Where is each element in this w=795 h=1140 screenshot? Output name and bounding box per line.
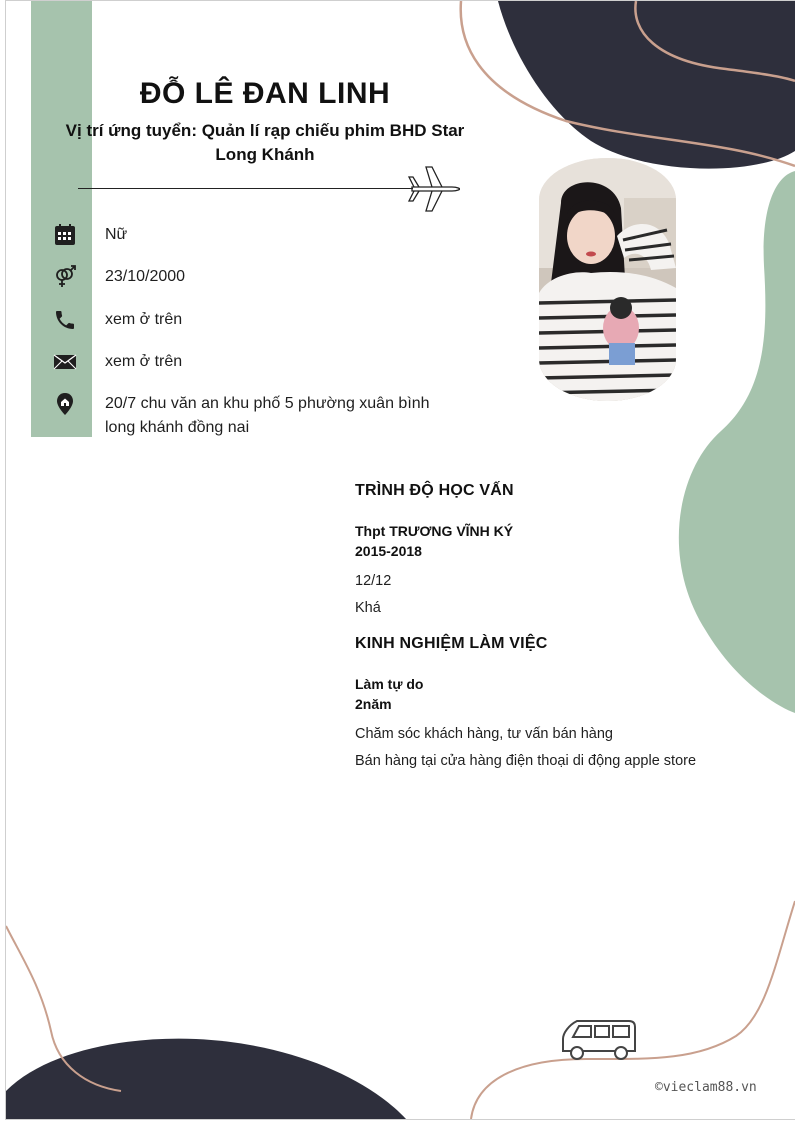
birthday-value: 23/10/2000 [105,268,186,285]
location-icon [53,392,77,416]
address-value: 20/7 chu văn an khu phố 5 phường xuân bình long khánh đồng nai [105,395,430,436]
phone-icon [53,308,77,332]
education-section [355,482,755,616]
cv-page [5,0,795,1120]
education-title: TRÌNH ĐỘ HỌC VẤN [355,482,514,499]
education-school: Thpt TRƯƠNG VĨNH KÝ [355,523,514,539]
profile-photo [539,158,676,401]
email-value: xem ở trên [105,353,183,370]
experience-role: Làm tự do [355,676,424,692]
education-grade: 12/12 [355,573,392,589]
airplane-icon [406,165,460,213]
gender-icon [53,265,77,289]
education-years: 2015-2018 [355,543,422,559]
header-divider [78,188,413,189]
experience-item: Chăm sóc khách hàng, tư vấn bán hàng [355,726,613,742]
job-position: Vị trí ứng tuyển: Quản lí rạp chiếu phim BHD Star Long Khánh [65,121,465,164]
experience-item: Bán hàng tại cửa hàng điện thoại di động apple store [355,753,697,769]
experience-title: KINH NGHIỆM LÀM VIỆC [355,635,548,652]
calendar-icon [53,223,77,247]
experience-duration: 2năm [355,696,392,712]
phone-value: xem ở trên [105,311,183,328]
email-icon [53,350,77,374]
gender-value: Nữ [105,226,128,243]
sage-blob-right [679,171,795,713]
watermark: ©vieclam88.vn [655,1080,757,1095]
experience-section [355,635,755,769]
navy-blob-top [498,1,795,169]
education-rank: Khá [355,600,381,616]
candidate-name: ĐỖ LÊ ĐAN LINH [139,77,391,110]
navy-blob-bottom [6,1039,406,1119]
van-icon [559,1017,637,1063]
